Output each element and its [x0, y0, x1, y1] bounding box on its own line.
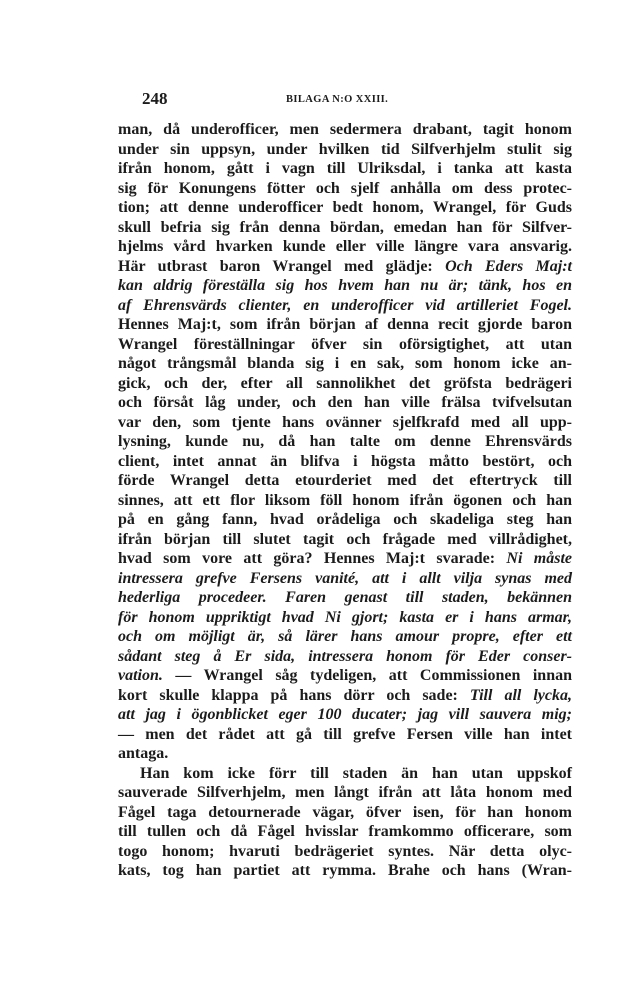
text-line: [118, 608, 572, 628]
body-text: [118, 120, 572, 881]
text-segment: Han kom icke förr till staden än han utan uppskof: [140, 764, 572, 782]
text-line: [118, 744, 572, 764]
text-line: [118, 822, 572, 842]
text-line: [118, 432, 572, 452]
text-line: [118, 666, 572, 686]
text-segment: — Wrangel såg tydeligen, att Commissionen innan: [162, 667, 572, 684]
text-segment: client, intet annat än blifva i högsta måtto bestört, och: [118, 452, 572, 470]
italic-text: hederliga procedeer. Faren genast till staden, bekännen: [118, 589, 572, 606]
text-segment: Wrangel föreställningar öfver sin oförsigtighet, att utan: [118, 335, 572, 353]
text-line: [118, 627, 572, 647]
text-segment: Här utbrast baron Wrangel med glädje:: [118, 257, 446, 275]
italic-text: vation.: [118, 667, 163, 684]
text-segment: till tullen och då Fågel hvisslar framkommo officerare, som: [118, 823, 572, 840]
text-line: [118, 140, 572, 160]
text-line: [118, 296, 572, 316]
text-line: [118, 218, 572, 238]
running-head: BILAGA N:O XXIII.: [286, 94, 389, 105]
text-segment: var den, som tjente hans ovänner sjelfkrafd med all upp-: [118, 413, 572, 431]
italic-text: Till all lycka,: [469, 686, 572, 704]
text-line: [118, 198, 572, 218]
text-line: [118, 861, 572, 881]
text-line: [118, 471, 572, 491]
italic-text: sådant steg å Er sida, intressera honom för Eder conser-: [118, 647, 572, 665]
text-segment: lysning, kunde nu, då han talte om denne Ehrensvärds: [118, 433, 572, 450]
text-segment: sig för Konungens fötter och sjelf anhålla om dess protec-: [118, 179, 572, 197]
italic-text: och om möjligt är, så lärer hans amour propre, efter ett: [118, 628, 572, 645]
text-line: [118, 842, 572, 862]
text-line: [118, 335, 572, 355]
text-segment: Hennes Maj:t, som ifrån början af denna recit gjorde baron: [118, 316, 572, 333]
text-segment: tion; att denne underofficer bedt honom, Wrangel, för Guds: [118, 199, 572, 216]
text-segment: förde Wrangel detta etourderiet med det eftertryck till: [118, 472, 572, 489]
italic-text: af Ehrensvärds clienter, en underofficer vid artilleriet Fogel.: [118, 296, 572, 314]
text-line: [118, 588, 572, 608]
text-segment: kats, tog han partiet att rymma. Brahe och hans (Wran-: [118, 862, 572, 879]
text-segment: och försåt låg under, och den han ville frälsa tvifvelsutan: [118, 394, 572, 411]
text-line: [118, 686, 572, 706]
text-line: [118, 120, 572, 140]
page-number: 248: [142, 89, 168, 108]
italic-text: kan aldrig föreställa sig hos hvem han nu är; tänk, hos en: [118, 277, 572, 294]
text-segment: något trångsmål blanda sig i en sak, som honom icke an-: [118, 355, 572, 372]
text-line: [118, 764, 572, 784]
text-line: [118, 315, 572, 335]
text-segment: kort skulle klappa på hans dörr och sade:: [118, 686, 470, 704]
italic-text: Och Eders Maj:t: [445, 257, 572, 275]
text-line: [118, 276, 572, 296]
text-segment: hvad som vore att göra? Hennes Maj:t svarade:: [118, 550, 507, 567]
text-segment: antaga.: [118, 745, 169, 762]
text-line: [118, 510, 572, 530]
text-line: [118, 179, 572, 199]
italic-text: för honom uppriktigt hvad Ni gjort; kasta er i hans armar,: [118, 608, 572, 626]
text-line: [118, 725, 572, 745]
text-line: [118, 159, 572, 179]
text-segment: sauverade Silfverhjelm, men långt ifrån att låta honom med: [118, 784, 572, 801]
text-line: [118, 374, 572, 394]
text-segment: togo honom; hvaruti bedrägeriet syntes. När detta olyc-: [118, 842, 572, 860]
text-segment: skull befria sig från denna bördan, emedan han för Silfver-: [118, 218, 572, 236]
text-segment: gick, och der, efter all sannolikhet det gröfsta bedrägeri: [118, 374, 572, 392]
italic-text: att jag i ögonblicket eger 100 ducater; jag vill sauvera mig;: [118, 706, 572, 723]
text-line: [118, 413, 572, 433]
text-segment: man, då underofficer, men sedermera drabant, tagit honom: [118, 121, 572, 138]
text-segment: — men det rådet att gå till grefve Fersen ville han intet: [118, 725, 572, 743]
text-line: [118, 569, 572, 589]
text-line: [118, 491, 572, 511]
text-line: [118, 549, 572, 569]
text-segment: hjelms vård hvarken kunde eller ville längre vara ansvarig.: [118, 238, 572, 255]
text-line: [118, 803, 572, 823]
text-segment: sinnes, att ett flor liksom föll honom ifrån ögonen och han: [118, 491, 572, 509]
text-line: [118, 452, 572, 472]
text-segment: ifrån honom, gått i vagn till Ulriksdal, i tanka att kasta: [118, 160, 572, 177]
text-segment: på en gång fann, hvad orådeliga och skadeliga steg han: [118, 511, 572, 528]
page-header: [118, 89, 572, 109]
text-line: [118, 237, 572, 257]
italic-text: intressera grefve Fersens vanité, att i allt vilja synas med: [118, 569, 572, 587]
text-segment: Fågel taga detournerade vägar, öfver isen, för han honom: [118, 803, 572, 821]
text-line: [118, 647, 572, 667]
text-line: [118, 393, 572, 413]
text-line: [118, 783, 572, 803]
italic-text: Ni måste: [506, 550, 573, 567]
text-line: [118, 354, 572, 374]
text-line: [118, 257, 572, 277]
text-line: [118, 530, 572, 550]
text-line: [118, 705, 572, 725]
text-segment: ifrån början till slutet tagit och frågade med villrådighet,: [118, 530, 572, 548]
text-segment: under sin uppsyn, under hvilken tid Silfverhjelm stulit sig: [118, 140, 572, 158]
